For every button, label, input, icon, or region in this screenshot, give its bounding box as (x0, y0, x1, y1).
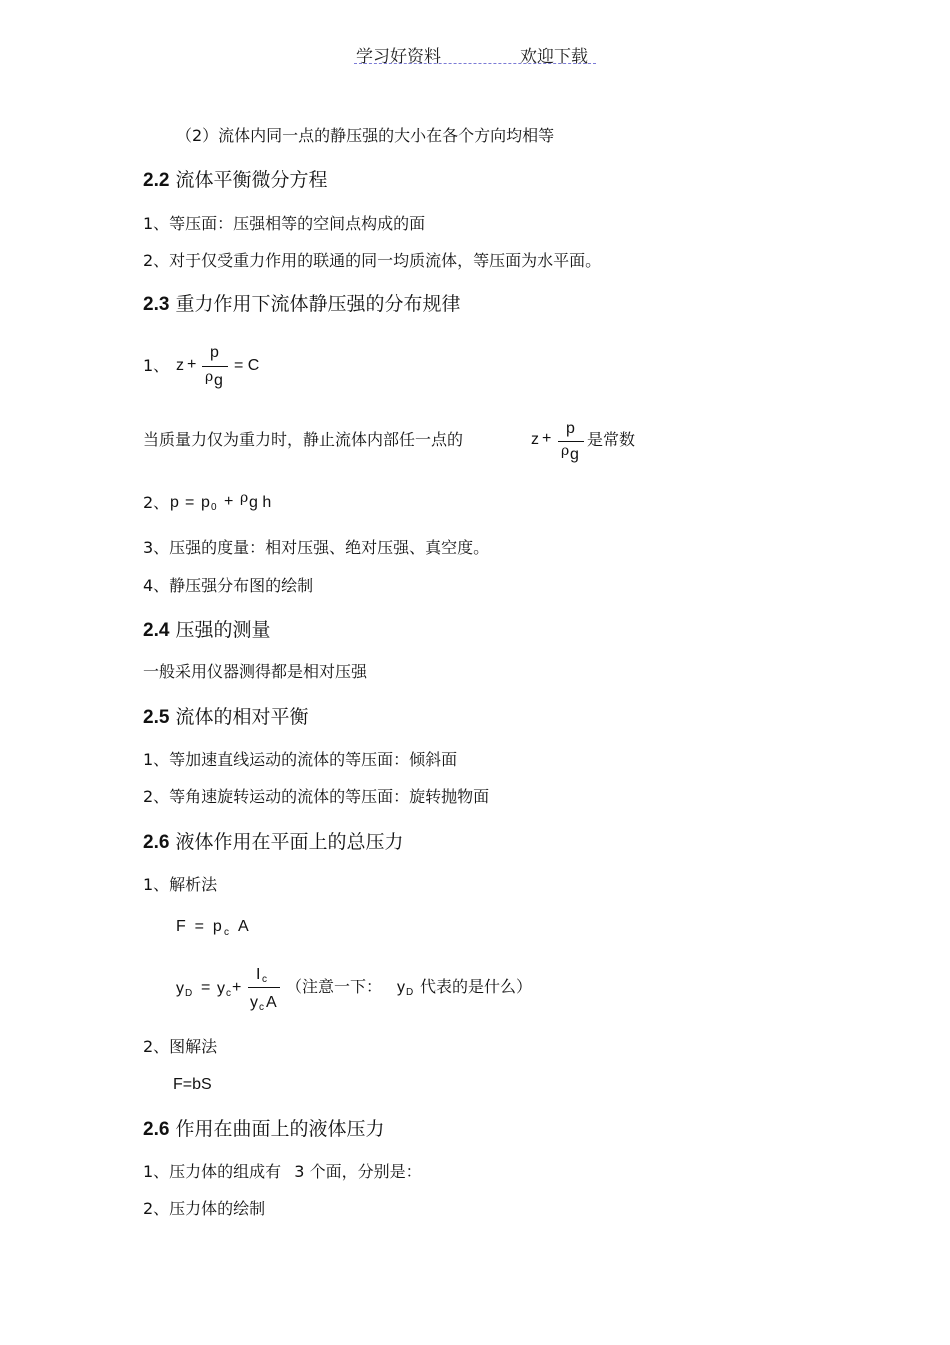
fraction (202, 344, 228, 392)
list-number: 2、 (143, 493, 170, 512)
paragraph-text: 个面，分别是： (309, 1162, 422, 1181)
paragraph-line: 1、等加速直线运动的流体的等压面：倾斜面 (143, 750, 458, 769)
formula-symbol: z (531, 431, 539, 448)
section-heading-2-3 (143, 292, 460, 317)
paragraph-note: （注意一下： (286, 977, 383, 996)
formula-subscript: D (406, 987, 414, 998)
fraction (248, 966, 280, 1016)
fraction-bar (248, 987, 280, 988)
formula-subscript: c (226, 988, 231, 999)
formula-symbol: y (176, 980, 184, 997)
formula-z-plus-p-over-rho-g (531, 420, 587, 468)
formula-equals: = (201, 979, 211, 996)
paragraph-line (143, 1162, 422, 1182)
section-heading-2-6b (143, 1117, 384, 1142)
section-title: 重力作用下流体静压强的分布规律 (175, 293, 461, 315)
paragraph-line: 2、对于仅受重力作用的联通的同一均质流体，等压面为水平面。 (143, 251, 602, 270)
fraction-denominator: A (266, 994, 277, 1011)
formula-subscript: c (262, 974, 267, 985)
list-number: 1、 (143, 356, 170, 375)
rho-symbol: ρ (561, 443, 570, 459)
paragraph-text: 1、压力体的组成有 (143, 1162, 282, 1181)
paragraph-line: 1、解析法 (143, 875, 218, 894)
formula-operator: + (542, 430, 552, 447)
formula-z-plus-p-over-rho-g-eq-c (176, 344, 276, 392)
formula-p-eq-p0-plus-rho-g-h (170, 490, 280, 516)
formula-symbol: p (170, 494, 179, 511)
fraction-numerator: I (256, 966, 261, 983)
paragraph-note: 代表的是什么） (420, 977, 533, 996)
formula-subscript: 0 (211, 502, 217, 513)
formula-f-eq-bs: F=bS (173, 1076, 212, 1093)
formula-symbol: p (201, 494, 210, 511)
formula-symbol: z (176, 357, 184, 374)
section-number: 2.3 (143, 294, 170, 315)
section-title: 流体平衡微分方程 (175, 169, 328, 191)
section-number: 2.5 (143, 707, 170, 728)
paragraph-line-suffix: 是常数 (587, 430, 636, 449)
section-title: 压强的测量 (175, 619, 271, 641)
fraction-numerator: p (210, 344, 219, 361)
formula-symbol: A (238, 918, 249, 935)
formula-equals: = (185, 494, 195, 511)
header-left-text: 学习好资料 (356, 47, 441, 67)
formula-subscript: c (259, 1002, 264, 1013)
formula-subscript: D (185, 988, 193, 999)
formula-operator: + (187, 356, 197, 373)
fraction-numerator: p (566, 420, 575, 437)
paragraph-line: 2、图解法 (143, 1037, 218, 1056)
paragraph-line: 4、静压强分布图的绘制 (143, 576, 314, 595)
rho-symbol: ρ (205, 369, 214, 385)
formula-f-eq-pc-a (176, 918, 266, 942)
header-dashed-underline (354, 63, 596, 64)
section-number: 2.2 (143, 170, 170, 191)
fraction (558, 420, 584, 468)
section-number: 2.6 (143, 1119, 170, 1140)
section-heading-2-4 (143, 618, 270, 643)
section-heading-2-6 (143, 830, 403, 855)
formula-operator: + (232, 979, 242, 996)
formula-subscript: c (224, 927, 229, 938)
paragraph-line: （2）流体内同一点的静压强的大小在各个方向均相等 (176, 126, 555, 145)
section-number: 2.6 (143, 832, 170, 853)
rho-symbol: ρ (240, 490, 249, 506)
fraction-denominator: g (570, 446, 579, 463)
paragraph-number: 3 (294, 1162, 305, 1181)
paragraph-line: 一般采用仪器测得都是相对压强 (143, 662, 368, 681)
section-title: 液体作用在平面上的总压力 (175, 831, 404, 853)
formula-yd-eq-yc-plus-ic-over-yc-a (176, 966, 286, 1016)
formula-symbol: F = p (176, 918, 222, 935)
fraction-denominator: g (214, 372, 223, 389)
header-right-text: 欢迎下载 (520, 47, 588, 67)
fraction-bar (558, 441, 584, 442)
paragraph-line: 3、压强的度量：相对压强、绝对压强、真空度。 (143, 538, 490, 557)
section-heading-2-2 (143, 168, 327, 193)
paragraph-line: 当质量力仅为重力时，静止流体内部任一点的 (143, 430, 464, 449)
formula-equals: = C (234, 357, 260, 374)
section-heading-2-5 (143, 705, 308, 730)
formula-symbol: y (397, 979, 405, 996)
formula-symbol: y (217, 980, 225, 997)
fraction-bar (202, 366, 228, 367)
paragraph-line: 2、等角速旋转运动的流体的等压面：旋转抛物面 (143, 787, 490, 806)
fraction-denominator: y (250, 994, 258, 1011)
section-title: 作用在曲面上的液体压力 (175, 1118, 385, 1140)
section-title: 流体的相对平衡 (175, 706, 309, 728)
formula-symbol: g h (249, 494, 272, 511)
paragraph-line: 2、压力体的绘制 (143, 1199, 266, 1218)
formula-operator: + (224, 493, 234, 510)
paragraph-line: 1、等压面：压强相等的空间点构成的面 (143, 214, 426, 233)
section-number: 2.4 (143, 620, 170, 641)
